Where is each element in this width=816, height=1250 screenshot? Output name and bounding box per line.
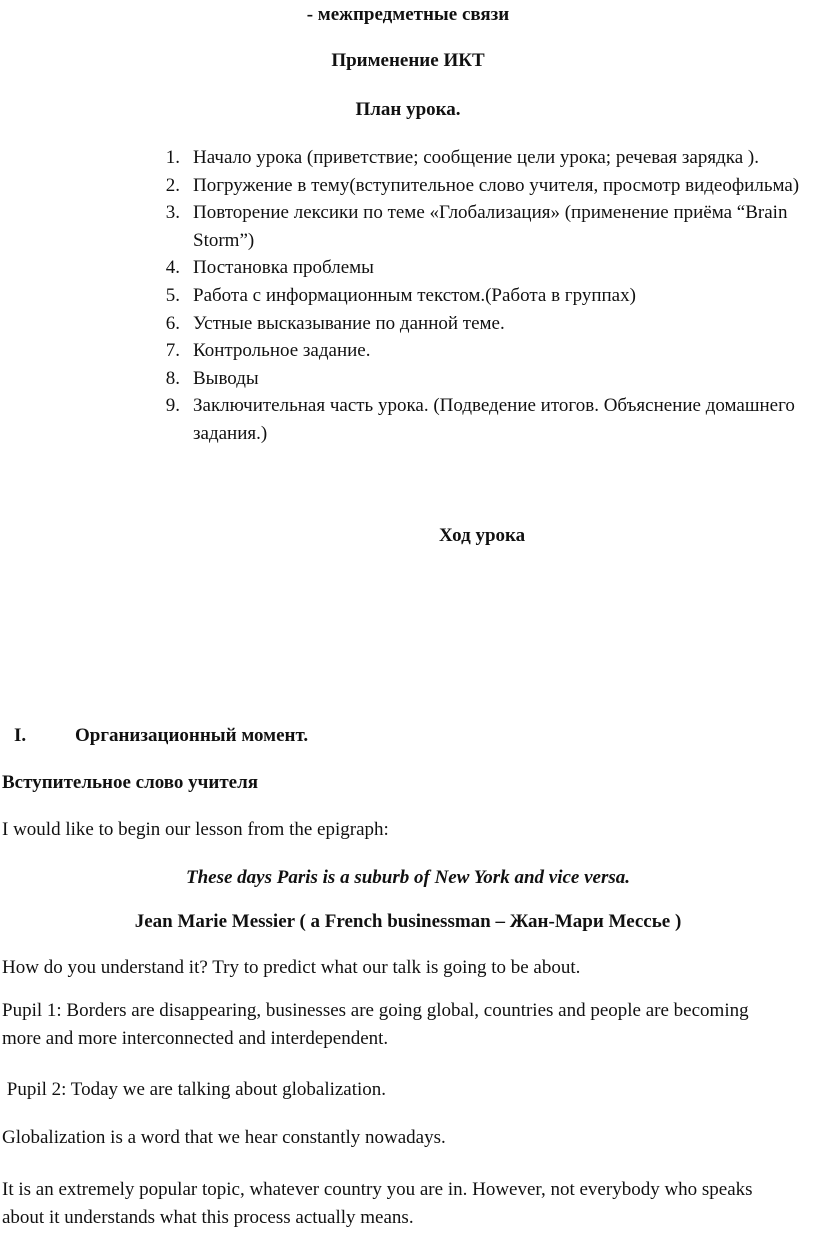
lesson-plan-list [150,144,810,448]
list-item-number: 3. [165,202,180,224]
list-item [150,254,810,282]
list-item-number: 5. [165,284,180,306]
list-item [150,172,810,200]
section-numeral: I. [14,725,27,746]
list-item-text: Заключительная часть урока. (Подведение итогов. Объяснение домашнего задания.) [193,395,795,444]
list-item-number: 1. [165,147,180,168]
list-item-number: 6. [165,312,180,334]
list-item-number: 4. [165,257,180,279]
list-item-number: 2. [165,174,180,196]
list-item-number: 7. [165,340,180,362]
list-item-text: Работа с информационным текстом.(Работа в группах) [193,284,636,306]
epigraph: These days Paris is a suburb of New York and vice versa. [185,867,631,888]
section-title: Организационный момент. [75,725,309,746]
list-item [150,199,810,254]
list-item [150,282,810,310]
list-item-number: 9. [165,395,180,417]
list-item [150,392,810,447]
list-item-text: Начало урока (приветствие; сообщение цели урока; речевая зарядка ). [193,147,759,168]
list-item [150,365,810,393]
list-item-number: 8. [165,367,180,389]
list-item-text: Выводы [193,367,259,389]
list-item-text: Контрольное задание. [193,340,371,362]
list-item-text: Постановка проблемы [193,257,374,279]
subheading-intro-word: Вступительное слово учителя [2,772,259,793]
paragraph-intro: I would like to begin our lesson from the epigraph: [2,819,389,840]
list-item-text: Погружение в тему(вступительное слово учителя, просмотр видеофильма) [193,174,800,196]
list-item-text: Повторение лексики по теме «Глобализация» (применение приёма “Brain Storm”) [193,202,788,251]
paragraph-question: How do you understand it? Try to predict what our talk is going to be about. [2,957,581,978]
header-line-interdisciplinary: - межпредметные связи [306,4,510,25]
list-item-text: Устные высказывание по данной теме. [193,312,505,334]
list-item [150,310,810,338]
list-item [150,144,810,172]
paragraph-pupil-2: Pupil 2: Today we are talking about globalization. [2,1079,387,1100]
plan-title: План урока. [355,99,461,120]
paragraph-pupil-1: Pupil 1: Borders are disappearing, businesses are going global, countries and people are becoming more and more interconnected and interdependent. [2,1000,749,1049]
paragraph-popular-topic: It is an extremely popular topic, whatever country you are in. However, not everybody who speaks about it understands what this process actually means. [2,1179,753,1228]
lesson-course-title: Ход урока [439,525,526,546]
header-line-ict: Применение ИКТ [331,50,485,71]
list-item [150,337,810,365]
epigraph-attribution: Jean Marie Messier ( a French businessman – Жан-Мари Мессье ) [134,911,682,932]
paragraph-globalization: Globalization is a word that we hear constantly nowadays. [2,1127,446,1148]
